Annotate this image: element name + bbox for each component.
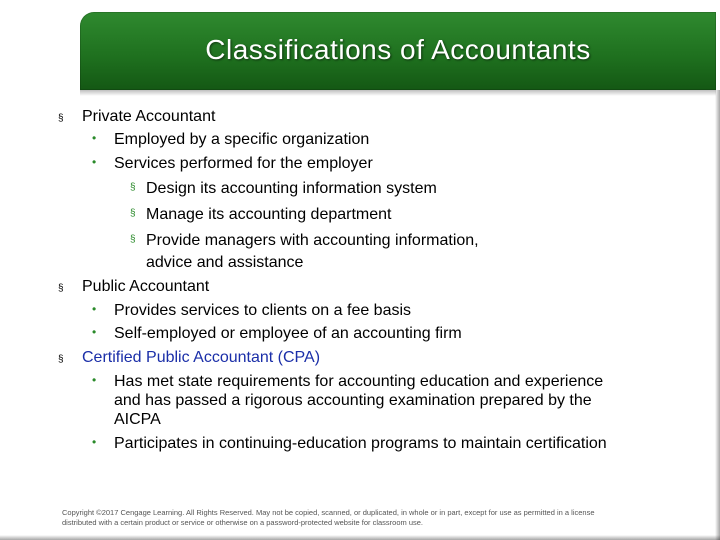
bullet-met-requirements-cont: AICPA <box>114 411 161 428</box>
bullet-manage-department: Manage its accounting department <box>146 206 392 223</box>
bullet-level2-icon: • <box>92 302 97 316</box>
bullet-employed: Employed by a specific organization <box>114 131 370 148</box>
bullet-continuing-education: Participates in continuing-education programs to maintain certification <box>114 435 607 452</box>
bullet-met-requirements-cont: and has passed a rigorous accounting examination prepared by the <box>114 392 592 409</box>
bullet-level2-icon: • <box>92 435 97 449</box>
bullet-design-system: Design its accounting information system <box>146 180 437 197</box>
slide-edge-shadow <box>0 535 720 540</box>
bullet-fee-basis: Provides services to clients on a fee basis <box>114 302 412 319</box>
copyright-line: distributed with a certain product or service or otherwise on a password-protected website for classroom use. <box>62 518 423 527</box>
bullet-level2-icon: • <box>92 155 97 169</box>
bullet-provide-managers-cont: advice and assistance <box>146 254 304 271</box>
bullet-level2-icon: • <box>92 373 97 387</box>
bullet-level3-icon: § <box>130 234 136 245</box>
bullet-level2-icon: • <box>92 131 97 145</box>
bullet-public-accountant: Public Accountant <box>82 278 210 295</box>
bullet-cpa: Certified Public Accountant (CPA) <box>82 349 321 366</box>
slide-edge-shadow <box>715 90 720 540</box>
bullet-level3-icon: § <box>130 208 136 219</box>
copyright-line: Copyright ©2017 Cengage Learning. All Rights Reserved. May not be copied, scanned, or duplicated, in whole or in part, except for use as permitted in a license <box>62 508 595 517</box>
bullet-level2-icon: • <box>92 325 97 339</box>
bullet-private-accountant: Private Accountant <box>82 108 216 125</box>
bullet-provide-managers: Provide managers with accounting information, <box>146 232 479 249</box>
bullet-self-employed: Self-employed or employee of an accounting firm <box>114 325 462 342</box>
bullet-level1-icon: § <box>58 283 64 294</box>
slide-title: Classifications of Accountants <box>205 34 591 65</box>
bullet-met-requirements: Has met state requirements for accounting education and experience <box>114 373 604 390</box>
copyright-notice <box>62 508 662 528</box>
bullet-level1-icon: § <box>58 354 64 365</box>
bullet-services-performed: Services performed for the employer <box>114 155 373 172</box>
bullet-level3-icon: § <box>130 182 136 193</box>
bullet-level1-icon: § <box>58 113 64 124</box>
